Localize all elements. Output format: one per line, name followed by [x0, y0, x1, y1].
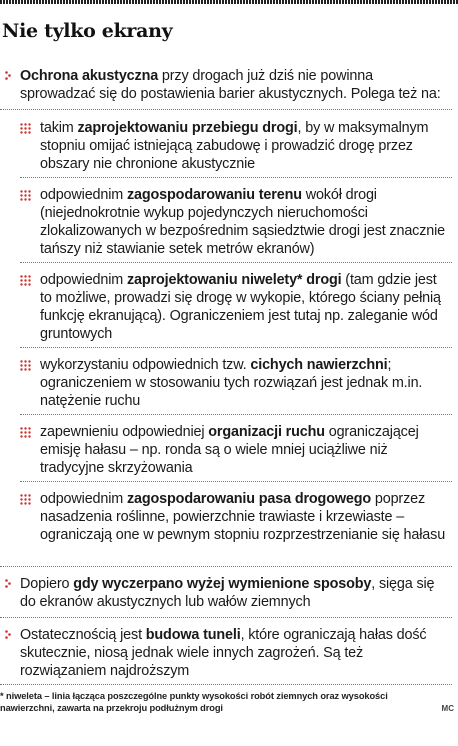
separator	[0, 617, 452, 618]
separator	[0, 109, 452, 110]
point-tunnels	[0, 626, 452, 680]
chevron-dots-icon	[5, 630, 13, 640]
separator	[0, 566, 452, 567]
point-protection-text: Ochrona akustyczna przy drogach już dziś nie powinna sprowadzać się do postawienia barier akustycznych. Polega też na:	[20, 68, 441, 102]
subitem-text: wykorzystaniu odpowiednich tzw. cichych nawierzchni; ograniczeniem w stosowaniu tych rozwiązań jest jednak m.in. natężenie ruchu	[40, 357, 423, 409]
separator	[0, 684, 452, 685]
subitem-road-strip	[0, 490, 452, 544]
dot-grid-icon	[20, 494, 31, 505]
top-rule	[0, 0, 458, 4]
footnote: * niweleta – linia łącząca poszczególne punkty wysokości robót ziemnych oraz wysokości nawierzchni, zawarta na przekroju podłużnym drogi	[0, 691, 388, 713]
dot-grid-icon	[20, 190, 31, 201]
point-protection	[0, 67, 452, 103]
subitem-text: takim zaprojektowaniu przebiegu drogi, by w maksymalnym stopniu omijać istniejącą zabudowę i prowadzić drogę przez obszary nie chronione akustycznie	[40, 120, 429, 172]
separator	[20, 414, 452, 415]
subitem-text: odpowiednim zagospodarowaniu pasa drogowego poprzez nasadzenia roślinne, powierzchnie trawiaste i krzewiaste – ograniczają one w pewnym stopniu rozprzestrzenianie się hałasu	[40, 491, 446, 543]
subitem-traffic-organization	[0, 423, 452, 477]
author-credit: MC	[441, 704, 454, 713]
separator	[20, 347, 452, 348]
subitem-terrain	[0, 186, 452, 258]
point-tunnels-text: Ostatecznością jest budowa tuneli, które ograniczają hałas dość skutecznie, niosą jednak wiele innych zagrożeń. Są też rozwiązaniem najdroższym	[20, 627, 427, 679]
separator	[20, 177, 452, 178]
dot-grid-icon	[20, 360, 31, 371]
separator	[20, 481, 452, 482]
subitem-quiet-surfaces	[0, 356, 452, 410]
infobox-title: Nie tylko ekrany	[2, 20, 173, 42]
subitem-text: zapewnieniu odpowiedniej organizacji ruchu ograniczającej emisję hałasu – np. ronda są o wiele mniej uciążliwe niż tradycyjne skrzyżowania	[40, 424, 419, 476]
point-barriers-text: Dopiero gdy wyczerpano wyżej wymienione sposoby, sięga się do ekranów akustycznych lub wałów ziemnych	[20, 576, 435, 610]
subitem-text: odpowiednim zaprojektowaniu niwelety* drogi (tam gdzie jest to możliwe, prowadzi się drogę w wykopie, którego ściany pełnią funkcję ekranującą). Ograniczeniem jest tutaj np. zaleganie wód gruntowych	[40, 272, 441, 342]
chevron-dots-icon	[5, 71, 13, 81]
chevron-dots-icon	[5, 579, 13, 589]
dot-grid-icon	[20, 123, 31, 134]
subitem-route-design	[0, 119, 452, 173]
separator	[20, 262, 452, 263]
dot-grid-icon	[20, 427, 31, 438]
dot-grid-icon	[20, 275, 31, 286]
point-barriers	[0, 575, 452, 611]
subitem-text: odpowiednim zagospodarowaniu terenu wokół drogi (niejednokrotnie wykup pojedynczych nieruchomości zlokalizowanych w bezpośrednim sąsiedztwie drogi jest znacznie tańszy niż stawianie setek metrów ekranów)	[40, 187, 446, 257]
subitem-grade-line	[0, 271, 452, 343]
